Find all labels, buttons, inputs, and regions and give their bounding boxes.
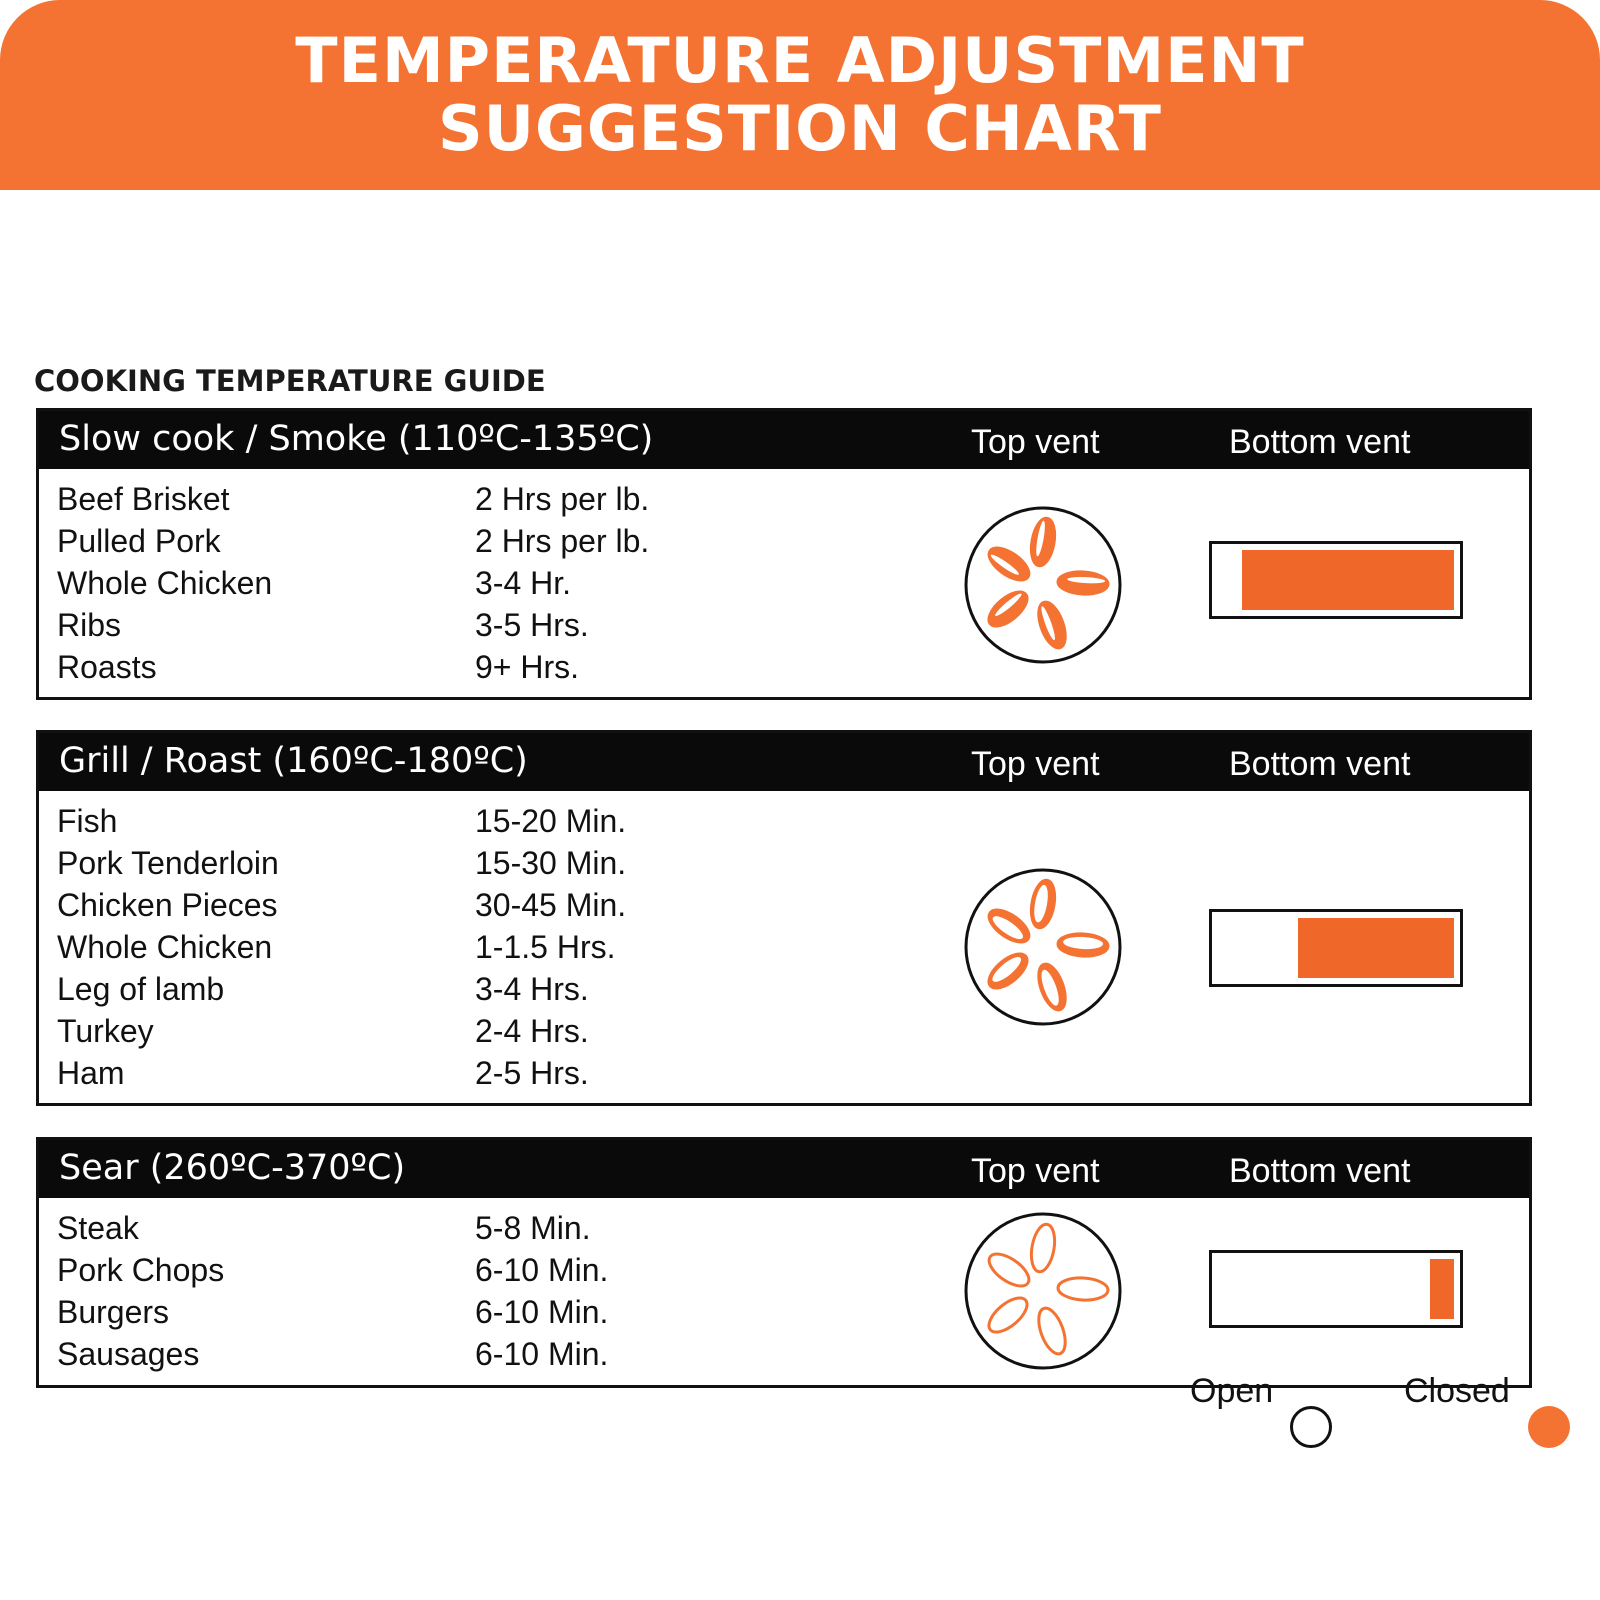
section-header xyxy=(39,733,1529,791)
list-item xyxy=(57,887,757,929)
food-name: Fish xyxy=(57,803,118,839)
section-name: Slow cook / Smoke (110ºC-135ºC) xyxy=(59,419,654,459)
cook-time: 15-20 Min. xyxy=(475,803,627,839)
list-item xyxy=(57,1336,757,1378)
title-line-2: SUGGESTION CHART xyxy=(438,92,1162,165)
top-vent-header: Top vent xyxy=(971,1152,1100,1190)
guide-title: COOKING TEMPERATURE GUIDE xyxy=(34,364,546,398)
food-name: Whole Chicken xyxy=(57,929,273,965)
list-item xyxy=(57,565,757,607)
cook-time: 5-8 Min. xyxy=(475,1210,591,1246)
section-1 xyxy=(36,408,1532,700)
cook-time: 3-4 Hrs. xyxy=(475,971,589,1007)
list-item xyxy=(57,1013,757,1055)
cook-time: 2-4 Hrs. xyxy=(475,1013,589,1049)
bottom-vent-header: Bottom vent xyxy=(1229,423,1411,461)
list-item xyxy=(57,971,757,1013)
list-item xyxy=(57,649,757,691)
open-circle-icon xyxy=(1290,1406,1332,1448)
title-banner xyxy=(0,0,1600,190)
list-item xyxy=(57,481,757,523)
bottom-vent-indicator xyxy=(1209,909,1463,987)
list-item xyxy=(57,1294,757,1336)
food-name: Chicken Pieces xyxy=(57,887,278,923)
legend-open-label: Open xyxy=(1190,1372,1274,1410)
list-item xyxy=(57,523,757,565)
food-name: Beef Brisket xyxy=(57,481,230,517)
cook-time: 15-30 Min. xyxy=(475,845,627,881)
closed-circle-icon xyxy=(1528,1406,1570,1448)
list-item xyxy=(57,929,757,971)
section-name: Sear (260ºC-370ºC) xyxy=(59,1148,406,1188)
list-item xyxy=(57,607,757,649)
food-name: Pork Chops xyxy=(57,1252,225,1288)
cook-time: 6-10 Min. xyxy=(475,1294,609,1330)
food-name: Steak xyxy=(57,1210,139,1246)
food-name: Burgers xyxy=(57,1294,170,1330)
title-line-1: TEMPERATURE ADJUSTMENT xyxy=(295,24,1305,97)
list-item xyxy=(57,1252,757,1294)
list-item xyxy=(57,803,757,845)
cook-time: 3-4 Hr. xyxy=(475,565,572,601)
section-2 xyxy=(36,730,1532,1106)
cook-time: 2-5 Hrs. xyxy=(475,1055,589,1091)
cook-time: 3-5 Hrs. xyxy=(475,607,589,643)
food-name: Pulled Pork xyxy=(57,523,221,559)
cook-time: 1-1.5 Hrs. xyxy=(475,929,616,965)
list-item xyxy=(57,1210,757,1252)
item-list xyxy=(57,803,757,1097)
section-header xyxy=(39,411,1529,469)
top-vent-icon xyxy=(964,1212,1122,1370)
food-name: Roasts xyxy=(57,649,157,685)
cook-time: 9+ Hrs. xyxy=(475,649,580,685)
cook-time: 6-10 Min. xyxy=(475,1336,609,1372)
cook-time: 2 Hrs per lb. xyxy=(475,481,650,517)
item-list xyxy=(57,1210,757,1378)
cook-time: 2 Hrs per lb. xyxy=(475,523,650,559)
top-vent-header: Top vent xyxy=(971,423,1100,461)
cook-time: 6-10 Min. xyxy=(475,1252,609,1288)
food-name: Ham xyxy=(57,1055,125,1091)
top-vent-header: Top vent xyxy=(971,745,1100,783)
section-3 xyxy=(36,1137,1532,1388)
bottom-vent-fill xyxy=(1298,918,1454,978)
bottom-vent-indicator xyxy=(1209,1250,1463,1328)
list-item xyxy=(57,845,757,887)
food-name: Ribs xyxy=(57,607,122,643)
section-header xyxy=(39,1140,1529,1198)
cook-time: 30-45 Min. xyxy=(475,887,627,923)
top-vent-icon xyxy=(964,506,1122,664)
food-name: Whole Chicken xyxy=(57,565,273,601)
list-item xyxy=(57,1055,757,1097)
food-name: Leg of lamb xyxy=(57,971,225,1007)
food-name: Turkey xyxy=(57,1013,154,1049)
section-name: Grill / Roast (160ºC-180ºC) xyxy=(59,741,528,781)
bottom-vent-header: Bottom vent xyxy=(1229,745,1411,783)
item-list xyxy=(57,481,757,691)
bottom-vent-fill xyxy=(1430,1259,1454,1319)
food-name: Sausages xyxy=(57,1336,200,1372)
bottom-vent-header: Bottom vent xyxy=(1229,1152,1411,1190)
legend-closed-label: Closed xyxy=(1404,1372,1510,1410)
food-name: Pork Tenderloin xyxy=(57,845,279,881)
bottom-vent-fill xyxy=(1242,550,1454,610)
top-vent-icon xyxy=(964,868,1122,1026)
bottom-vent-indicator xyxy=(1209,541,1463,619)
